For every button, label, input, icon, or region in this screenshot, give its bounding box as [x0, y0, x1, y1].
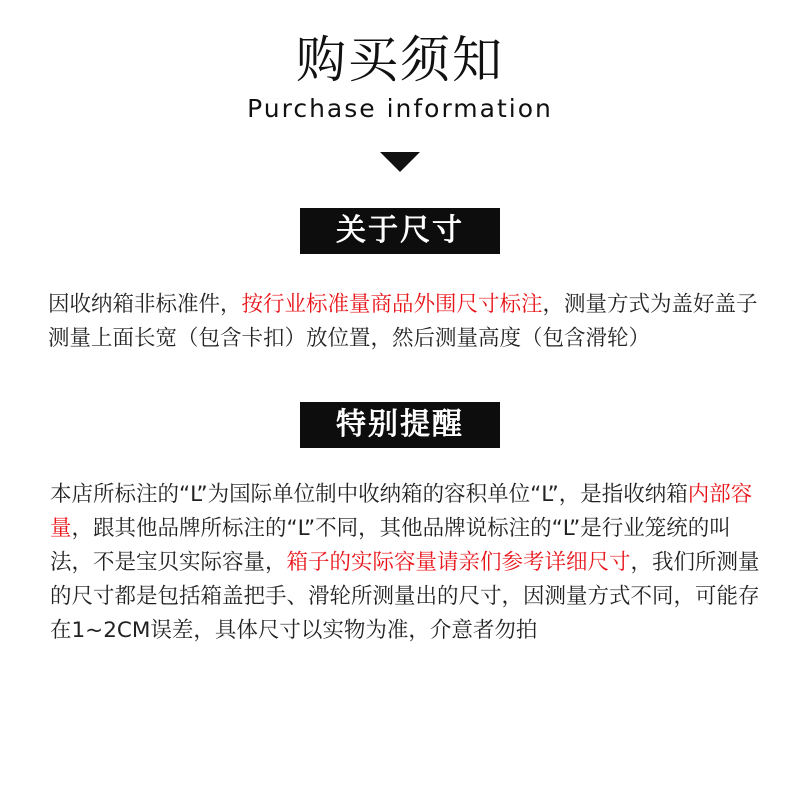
notice-text-5: ，我们所测量的尺寸都是包括箱盖把手、滑轮所测量出的尺寸，因测量方式不同，可能存在1~2CM误差，具体尺寸以实物为准，介意者勿拍	[50, 550, 760, 643]
page-subtitle: Purchase information	[247, 94, 553, 123]
page-title: 购买须知	[296, 31, 504, 89]
size-text-3: ，测量方式为盖好盖子测量上面长宽（包含卡扣）放位置，然后测量高度（包含滑轮）	[48, 292, 758, 351]
size-text-1: 因收纳箱非标准件，	[48, 292, 242, 317]
notice-paragraph	[50, 478, 760, 648]
size-highlight-text: 按行业标准量商品外围尺寸标注	[241, 292, 543, 317]
section-tag-notice: 特别提醒	[300, 402, 500, 448]
notice-text-3: ，跟其他品牌所标注的“L”不同，其他品牌说标注的“L”是行业笼统的叫法，不是宝贝实际容量，	[50, 516, 731, 575]
notice-text-1: 本店所标注的“L”为国际单位制中收纳箱的容积单位“L”，是指收纳箱	[50, 482, 688, 507]
triangle-down-icon	[380, 152, 420, 172]
section-tag-size: 关于尺寸	[300, 208, 500, 254]
notice-highlight-internal-capacity: 内部容量	[50, 482, 753, 541]
size-paragraph	[48, 288, 758, 356]
notice-highlight-actual-capacity: 箱子的实际容量请亲们参考详细尺寸	[286, 550, 631, 575]
